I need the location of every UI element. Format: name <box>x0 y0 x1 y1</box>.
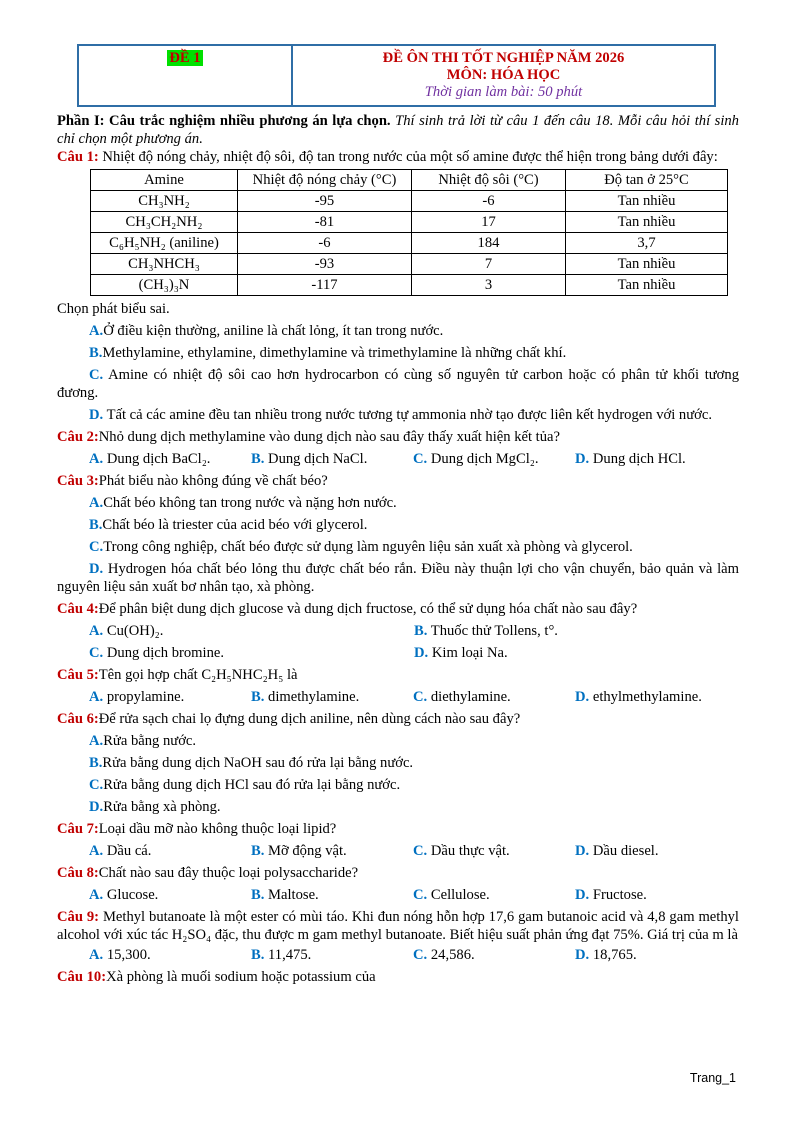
option-text: Tất cả các amine đều tan nhiều trong nước tương tự ammonia nhờ tạo được liên kết hydrogen với nước. <box>103 407 712 423</box>
option-b[interactable] <box>251 842 413 860</box>
question-text: Phát biểu nào không đúng về chất béo? <box>98 473 328 489</box>
table-cell: C₆H₅NH₂ (aniline) <box>91 233 238 254</box>
option-d[interactable] <box>57 796 739 818</box>
option-a[interactable] <box>89 450 251 468</box>
option-d[interactable] <box>575 946 737 964</box>
option-key: A. <box>89 947 104 963</box>
option-a[interactable] <box>89 842 251 860</box>
part1-heading <box>57 112 739 148</box>
option-d[interactable] <box>575 886 737 904</box>
table-row <box>91 212 728 233</box>
option-b[interactable] <box>57 514 739 536</box>
option-text: Mỡ động vật. <box>264 843 347 859</box>
question-label: Câu 8: <box>57 865 99 881</box>
option-text: Cu(OH)₂. <box>103 623 164 639</box>
exam-title-cell <box>293 46 714 105</box>
option-key: C. <box>413 947 428 963</box>
option-a[interactable] <box>57 320 739 342</box>
option-key: A. <box>89 733 104 749</box>
option-key: A. <box>89 887 104 903</box>
table-cell: CH₃CH₂NH₂ <box>91 212 238 233</box>
option-key: D. <box>575 887 590 903</box>
option-key: A. <box>89 689 104 705</box>
question-label: Câu 2: <box>57 429 99 445</box>
question-2 <box>57 426 739 448</box>
options-row <box>57 884 739 906</box>
options-row <box>57 620 739 642</box>
option-text: Thuốc thử Tollens, t°. <box>427 623 558 639</box>
option-key: C. <box>89 777 104 793</box>
option-c[interactable] <box>413 688 575 706</box>
question-text: Chất nào sau đây thuộc loại polysaccharide? <box>98 865 359 881</box>
question-3 <box>57 470 739 492</box>
option-key: A. <box>89 843 104 859</box>
option-key: A. <box>89 495 104 511</box>
option-text: Dầu cá. <box>103 843 152 859</box>
question-label: Câu 4: <box>57 601 99 617</box>
option-key: B. <box>251 689 265 705</box>
option-b[interactable] <box>251 450 413 468</box>
option-text: diethylamine. <box>427 689 511 705</box>
exam-duration: Thời gian làm bài: 50 phút <box>424 84 583 100</box>
question-text: Để rửa sạch chai lọ đựng dung dịch aniline, nên dùng cách nào sau đây? <box>98 711 521 727</box>
question-5 <box>57 664 739 686</box>
question-text: Nhỏ dung dịch methylamine vào dung dịch nào sau đây thấy xuất hiện kết tủa? <box>98 429 560 445</box>
option-key: B. <box>89 345 103 361</box>
question-9 <box>57 908 739 944</box>
option-b[interactable] <box>251 946 413 964</box>
option-c[interactable] <box>413 886 575 904</box>
table-cell: 184 <box>412 233 566 254</box>
option-b[interactable] <box>57 342 739 364</box>
table-header: Nhiệt độ nóng chảy (°C) <box>238 170 412 191</box>
option-a[interactable] <box>89 886 251 904</box>
option-text: Dung dịch HCl. <box>589 451 686 467</box>
option-key: B. <box>251 843 265 859</box>
table-cell: 7 <box>412 254 566 275</box>
option-c[interactable] <box>57 774 739 796</box>
question-label: Câu 7: <box>57 821 99 837</box>
option-c[interactable] <box>57 366 739 402</box>
option-text: Chất béo không tan trong nước và nặng hơn nước. <box>103 495 397 511</box>
table-cell: 3,7 <box>566 233 728 254</box>
option-key: B. <box>89 755 103 771</box>
option-key: A. <box>89 323 104 339</box>
option-text: 24,586. <box>427 947 475 963</box>
part1-instruction: Thí sinh trả lời từ câu 1 đến câu 18. Mỗi câu hỏi thí sinh chỉ chọn một phương án. <box>57 113 739 147</box>
exam-subject: MÔN: HÓA HỌC <box>446 67 561 83</box>
option-key: D. <box>575 947 590 963</box>
question-text: Xà phòng là muối sodium hoặc potassium của <box>106 969 376 985</box>
option-key: C. <box>413 887 428 903</box>
table-cell: (CH₃)₃N <box>91 275 238 296</box>
exam-code: ĐỀ 1 <box>169 50 201 66</box>
option-key: B. <box>251 887 265 903</box>
option-key: D. <box>414 645 429 661</box>
option-text: Maltose. <box>264 887 319 903</box>
option-text: 18,765. <box>589 947 637 963</box>
option-text: propylamine. <box>103 689 185 705</box>
question-label: Câu 5: <box>57 667 99 683</box>
option-key: C. <box>413 689 428 705</box>
table-cell: -93 <box>238 254 412 275</box>
option-key: D. <box>575 843 590 859</box>
option-text: Dung dịch bromine. <box>103 645 224 661</box>
option-c[interactable] <box>57 536 739 558</box>
option-c[interactable] <box>413 450 575 468</box>
question-10 <box>57 966 739 988</box>
table-header: Amine <box>91 170 238 191</box>
question-text: Tên gọi hợp chất C₂H₅NHC₂H₅ là <box>98 667 298 683</box>
option-text: Rửa bằng dung dịch NaOH sau đó rửa lại bằng nước. <box>102 755 414 771</box>
option-key: C. <box>413 843 428 859</box>
option-c[interactable] <box>413 946 575 964</box>
option-text: Ở điều kiện thường, aniline là chất lỏng, ít tan trong nước. <box>103 323 444 339</box>
question-text: Methyl butanoate là một ester có mùi táo. Khi đun nóng hỗn hợp 17,6 gam butanoic acid và 4,8 gam methyl alcohol với xúc tác H₂SO₄ đặc, thu được m gam methyl butanoate. Biết hiệu suất phản ứng đạt 75%. Giá trị của m là <box>57 909 739 943</box>
table-row <box>91 233 728 254</box>
question-4 <box>57 598 739 620</box>
option-text: ethylmethylamine. <box>589 689 702 705</box>
table-cell: 17 <box>412 212 566 233</box>
option-a[interactable] <box>57 492 739 514</box>
amine-table <box>90 169 728 296</box>
table-row <box>91 254 728 275</box>
option-text: 11,475. <box>264 947 312 963</box>
exam-title: ĐỀ ÔN THI TỐT NGHIỆP NĂM 2026 <box>382 50 625 66</box>
option-text: Dầu thực vật. <box>427 843 510 859</box>
option-b[interactable] <box>57 752 739 774</box>
exam-code-cell <box>79 46 293 105</box>
option-text: Methylamine, ethylamine, dimethylamine và trimethylamine là những chất khí. <box>102 345 567 361</box>
option-key: B. <box>89 517 103 533</box>
option-a[interactable] <box>89 946 251 964</box>
option-text: Trong công nghiệp, chất béo được sử dụng làm nguyên liệu sản xuất xà phòng và glycerol. <box>103 539 633 555</box>
option-c[interactable] <box>413 842 575 860</box>
option-key: D. <box>89 407 104 423</box>
question-1 <box>57 148 739 166</box>
page-number: Trang_1 <box>689 1071 736 1085</box>
exam-content <box>57 112 739 988</box>
option-text: Dầu diesel. <box>589 843 659 859</box>
table-cell: Tan nhiều <box>566 191 728 212</box>
options-row <box>57 944 739 966</box>
option-text: dimethylamine. <box>264 689 360 705</box>
question-label: Câu 9: <box>57 909 100 925</box>
options-row <box>57 448 739 470</box>
question-label: Câu 10: <box>57 969 107 985</box>
option-text: Amine có nhiệt độ sôi cao hơn hydrocarbon có cùng số nguyên tử carbon hoặc có phân tử khối tương đương. <box>57 367 739 401</box>
option-text: Rửa bằng nước. <box>103 733 197 749</box>
question-label: Câu 3: <box>57 473 99 489</box>
table-cell: -95 <box>238 191 412 212</box>
option-key: B. <box>414 623 428 639</box>
options-row <box>57 840 739 862</box>
option-d[interactable] <box>575 688 737 706</box>
table-cell: -6 <box>412 191 566 212</box>
table-cell: Tan nhiều <box>566 254 728 275</box>
part1-title: Phần I: Câu trắc nghiệm nhiều phương án lựa chọn. <box>57 113 391 129</box>
option-a[interactable] <box>89 688 251 706</box>
table-cell: Tan nhiều <box>566 275 728 296</box>
option-b[interactable] <box>251 886 413 904</box>
option-d[interactable] <box>57 560 739 596</box>
option-key: A. <box>89 451 104 467</box>
table-cell: -81 <box>238 212 412 233</box>
question-6 <box>57 708 739 730</box>
option-key: A. <box>89 623 104 639</box>
table-cell: -6 <box>238 233 412 254</box>
option-text: Chất béo là triester của acid béo với glycerol. <box>102 517 368 533</box>
option-key: C. <box>89 539 104 555</box>
options-row <box>57 686 739 708</box>
option-a[interactable] <box>57 730 739 752</box>
table-cell: 3 <box>412 275 566 296</box>
option-key: D. <box>89 561 104 577</box>
option-key: D. <box>575 451 590 467</box>
exam-header <box>77 44 716 107</box>
table-cell: -117 <box>238 275 412 296</box>
option-a[interactable] <box>89 622 414 640</box>
option-c[interactable] <box>89 644 414 662</box>
option-key: B. <box>251 947 265 963</box>
option-text: Cellulose. <box>427 887 490 903</box>
option-d[interactable] <box>575 842 737 860</box>
option-text: Rửa bằng xà phòng. <box>103 799 221 815</box>
option-d[interactable] <box>575 450 737 468</box>
option-text: Dung dịch MgCl₂. <box>427 451 539 467</box>
question-prompt: Chọn phát biểu sai. <box>57 301 170 317</box>
question-text: Loại dầu mỡ nào không thuộc loại lipid? <box>98 821 337 837</box>
option-key: B. <box>251 451 265 467</box>
option-text: Rửa bằng dung dịch HCl sau đó rửa lại bằng nước. <box>103 777 401 793</box>
option-key: C. <box>413 451 428 467</box>
table-row <box>91 275 728 296</box>
option-b[interactable] <box>414 622 739 640</box>
question-label: Câu 6: <box>57 711 99 727</box>
question-text: Nhiệt độ nóng chảy, nhiệt độ sôi, độ tan trong nước của một số amine được thể hiện trong bảng dưới đây: <box>98 149 718 165</box>
option-d[interactable] <box>57 406 739 424</box>
option-key: D. <box>575 689 590 705</box>
question-7 <box>57 818 739 840</box>
option-text: Dung dịch BaCl₂. <box>103 451 211 467</box>
option-text: Fructose. <box>589 887 647 903</box>
table-cell: CH₃NHCH₃ <box>91 254 238 275</box>
table-cell: Tan nhiều <box>566 212 728 233</box>
option-key: D. <box>89 799 104 815</box>
question-label: Câu 1: <box>57 149 99 165</box>
option-b[interactable] <box>251 688 413 706</box>
option-text: Kim loại Na. <box>428 645 508 661</box>
table-header: Nhiệt độ sôi (°C) <box>412 170 566 191</box>
table-header: Độ tan ở 25°C <box>566 170 728 191</box>
options-row <box>57 642 739 664</box>
question-8 <box>57 862 739 884</box>
question-text: Để phân biệt dung dịch glucose và dung dịch fructose, có thể sử dụng hóa chất nào sau đây? <box>98 601 638 617</box>
table-cell: CH₃NH₂ <box>91 191 238 212</box>
option-text: Hydrogen hóa chất béo lỏng thu được chất béo rắn. Điều này thuận lợi cho vận chuyển, bảo quản và làm nguyên liệu sản xuất bơ nhân tạo, xà phòng. <box>57 561 739 595</box>
option-text: Dung dịch NaCl. <box>264 451 368 467</box>
option-text: 15,300. <box>103 947 151 963</box>
option-key: C. <box>89 367 104 383</box>
table-row <box>91 191 728 212</box>
option-d[interactable] <box>414 644 739 662</box>
option-key: C. <box>89 645 104 661</box>
table-header-row <box>91 170 728 191</box>
option-text: Glucose. <box>103 887 159 903</box>
